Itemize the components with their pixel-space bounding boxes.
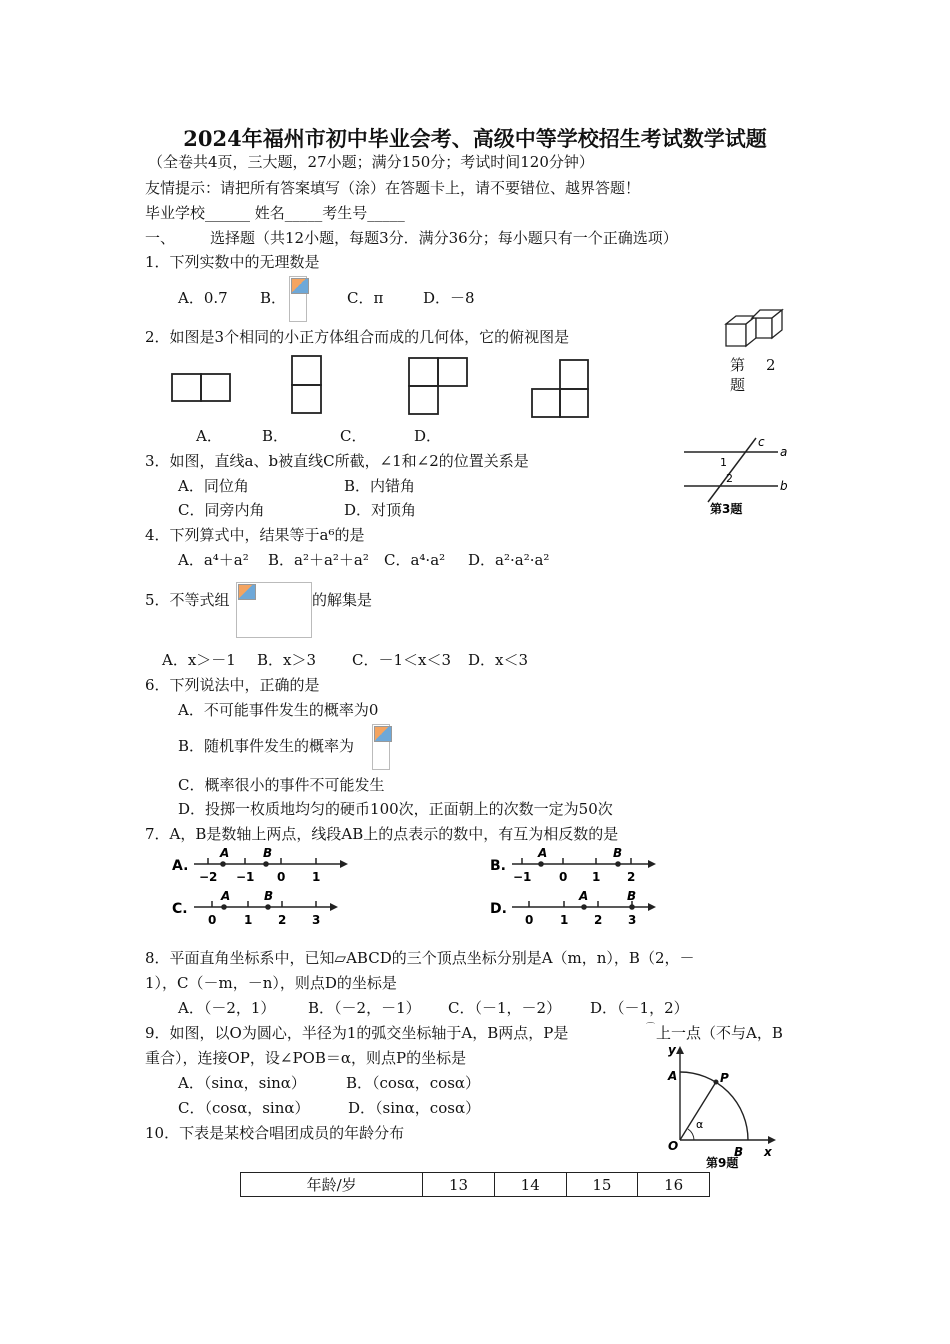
q7d-tick-1: 1 <box>560 913 569 927</box>
q6-option-c: C．概率很小的事件不可能发生 <box>178 776 385 794</box>
q3-caption: 第3题 <box>710 502 743 516</box>
q6-option-b: B．随机事件发生的概率为 <box>178 737 355 755</box>
q7a-tick-1: −1 <box>236 870 255 884</box>
q4-option-c: C．a⁴·a² <box>384 551 446 569</box>
q7a-point-b: B <box>263 846 273 860</box>
q7b-tick-0: −1 <box>513 870 532 884</box>
q9-stem-line1-pre: 9．如图，以O为圆心，半径为1的弧交坐标轴于A，B两点，P是 <box>145 1024 569 1042</box>
q8-stem-line1: 8．平面直角坐标系中，已知▱ABCD的三个顶点坐标分别是A（m，n），B（2，－ <box>145 949 695 967</box>
q1-stem: 1．下列实数中的无理数是 <box>145 253 320 271</box>
q7a-tick-3: 1 <box>312 870 321 884</box>
q2-fig-label-suffix: 题 <box>730 376 746 394</box>
section-number: 一、 <box>145 229 176 247</box>
image-placeholder-icon <box>374 726 392 742</box>
q9-angle-alpha: α <box>696 1118 704 1131</box>
q2-view-c-topleft <box>409 358 438 386</box>
q6-option-d: D．投掷一枚质地均匀的硬币100次，正面朝上的次数一定为50次 <box>178 800 613 818</box>
q7a-tick-2: 0 <box>277 870 286 884</box>
q5-stem-post: 的解集是 <box>312 591 373 609</box>
q9-point-b: B <box>734 1145 744 1159</box>
q7d-point-a: A <box>579 889 589 903</box>
table-header-cell: 13 <box>423 1173 495 1197</box>
q2-view-c-topright <box>438 358 467 386</box>
exam-subtitle: （全卷共4页，三大题，27小题；满分150分；考试时间120分钟） <box>148 153 594 171</box>
q1-option-a: A．0.7 <box>178 289 228 307</box>
q7d-point-b: B <box>627 889 637 903</box>
q7d-label: D. <box>490 901 507 917</box>
q7c-tick-3: 3 <box>312 913 321 927</box>
q7b-tick-1: 0 <box>559 870 568 884</box>
q2-option-b: B． <box>262 427 289 445</box>
q2-fig-number: 2 <box>766 356 776 374</box>
q3-stem: 3．如图，直线a、b被直线C所截，∠1和∠2的位置关系是 <box>145 452 529 470</box>
table-header-cell: 16 <box>638 1173 710 1197</box>
q5-missing-image <box>236 582 312 638</box>
q4-option-d: D．a²·a²·a² <box>468 551 550 569</box>
q3-label-b: b <box>780 479 788 493</box>
section-heading: 选择题（共12小题，每题3分．满分36分；每小题只有一个正确选项） <box>210 229 678 247</box>
q4-option-a: A．a⁴＋a² <box>178 551 249 569</box>
q8-option-c: C．（－1，－2） <box>448 999 562 1017</box>
q6-missing-image <box>372 724 390 770</box>
q3-label-c: c <box>758 435 765 449</box>
q3-label-a: a <box>780 445 788 459</box>
q9-option-d: D．（sinα，cosα） <box>348 1099 481 1117</box>
q7b-point-a: A <box>538 846 548 860</box>
q2-option-d: D． <box>414 427 442 445</box>
image-placeholder-icon <box>291 278 309 294</box>
q3-option-c: C．同旁内角 <box>178 501 265 519</box>
q3-option-a: A．同位角 <box>178 477 249 495</box>
q5-stem-pre: 5．不等式组 <box>145 591 230 609</box>
q7b-point-b: B <box>613 846 623 860</box>
q2-view-d-bottomleft <box>532 389 560 417</box>
image-placeholder-icon <box>238 584 256 600</box>
q8-stem-line2: 1），C（－m，－n），则点D的坐标是 <box>145 974 397 992</box>
q5-option-a: A．x＞－1 <box>162 651 236 669</box>
q7a-point-a: A <box>220 846 230 860</box>
q8-option-a: A．（－2，1） <box>178 999 276 1017</box>
q2-cube-figure <box>722 308 788 350</box>
q7d-tick-0: 0 <box>525 913 534 927</box>
q2-view-b-top <box>292 356 321 385</box>
table-header-cell: 年龄/岁 <box>241 1173 423 1197</box>
q9-axis-y: y <box>668 1043 676 1057</box>
q6-option-a: A．不可能事件发生的概率为0 <box>178 701 379 719</box>
student-info: 毕业学校______ 姓名_____考生号_____ <box>145 204 405 222</box>
q9-caption: 第9题 <box>706 1156 739 1170</box>
q9-option-b: B．（cosα，cosα） <box>346 1074 481 1092</box>
q10-stem: 10．下表是某校合唱团成员的年龄分布 <box>145 1124 405 1142</box>
q1-option-c: C．π <box>347 289 384 307</box>
friendly-tip: 友情提示：请把所有答案填写（涂）在答题卡上，请不要错位、越界答题！ <box>145 179 641 197</box>
q5-option-d: D．x＜3 <box>468 651 529 669</box>
q9-arc-symbol: ⌒ <box>646 1023 656 1033</box>
q7d-tick-3: 3 <box>628 913 637 927</box>
q8-option-b: B．（－2，－1） <box>308 999 421 1017</box>
q2-view-c-bottom <box>409 386 438 414</box>
q7b-label: B. <box>490 858 506 874</box>
age-distribution-table <box>240 1172 710 1197</box>
q2-fig-label: 第 <box>730 356 746 374</box>
q9-option-c: C．（cosα，sinα） <box>178 1099 310 1117</box>
q7-numberline-d <box>488 889 668 929</box>
q2-option-a: A． <box>196 427 222 445</box>
q7b-tick-2: 1 <box>592 870 601 884</box>
q9-point-a: A <box>668 1069 678 1083</box>
q7-numberline-b <box>488 846 668 886</box>
q9-figure <box>660 1040 785 1175</box>
q3-option-d: D．对顶角 <box>344 501 417 519</box>
q7-stem: 7．A，B是数轴上两点，线段AB上的点表示的数中，有互为相反数的是 <box>145 825 619 843</box>
q9-stem-line1-post: 上一点（不与A，B <box>656 1024 783 1042</box>
q1-option-b: B． <box>260 289 287 307</box>
table-header-cell: 15 <box>566 1173 638 1197</box>
q4-stem: 4．下列算式中，结果等于a⁶的是 <box>145 526 365 544</box>
q7b-tick-3: 2 <box>627 870 636 884</box>
q7a-tick-0: −2 <box>199 870 218 884</box>
q7a-label: A. <box>172 858 189 874</box>
page-title: 2024年福州市初中毕业会考、高级中等学校招生考试数学试题 <box>183 126 767 151</box>
q7c-tick-2: 2 <box>278 913 287 927</box>
q1-missing-image <box>289 276 307 322</box>
q3-option-b: B．内错角 <box>344 477 416 495</box>
q4-option-b: B．a²＋a²＋a² <box>268 551 369 569</box>
q8-option-d: D．（－1，2） <box>590 999 689 1017</box>
q5-option-b: B．x＞3 <box>257 651 317 669</box>
q2-option-c: C． <box>340 427 367 445</box>
q9-point-p: P <box>720 1071 729 1085</box>
q9-stem-line2: 重合），连接OP，设∠POB＝α，则点P的坐标是 <box>145 1049 467 1067</box>
q7-numberline-c <box>170 889 350 929</box>
q2-option-views <box>168 352 598 422</box>
q5-option-c: C．－1＜x＜3 <box>352 651 452 669</box>
q7-numberline-a <box>170 846 350 886</box>
q1-option-d: D．－8 <box>423 289 475 307</box>
q6-stem: 6．下列说法中，正确的是 <box>145 676 320 694</box>
q7c-label: C. <box>172 901 188 917</box>
q3-figure <box>680 434 790 520</box>
table-row <box>241 1173 710 1197</box>
q9-option-a: A．（sinα，sinα） <box>178 1074 306 1092</box>
q2-view-d-top <box>560 360 588 389</box>
q2-view-a-left <box>172 374 201 401</box>
q3-angle-1: 1 <box>720 456 727 469</box>
q7c-tick-0: 0 <box>208 913 217 927</box>
table-header-cell: 14 <box>494 1173 566 1197</box>
q2-view-b-bottom <box>292 385 321 413</box>
q7c-point-a: A <box>221 889 231 903</box>
q2-view-d-bottomright <box>560 389 588 417</box>
q7c-point-b: B <box>264 889 274 903</box>
q9-axis-x: x <box>764 1145 772 1159</box>
q2-view-a-right <box>201 374 230 401</box>
q7d-tick-2: 2 <box>594 913 603 927</box>
q2-stem: 2．如图是3个相同的小正方体组合而成的几何体，它的俯视图是 <box>145 328 570 346</box>
q9-origin: O <box>668 1139 679 1153</box>
q3-angle-2: 2 <box>726 472 733 485</box>
q7c-tick-1: 1 <box>244 913 253 927</box>
